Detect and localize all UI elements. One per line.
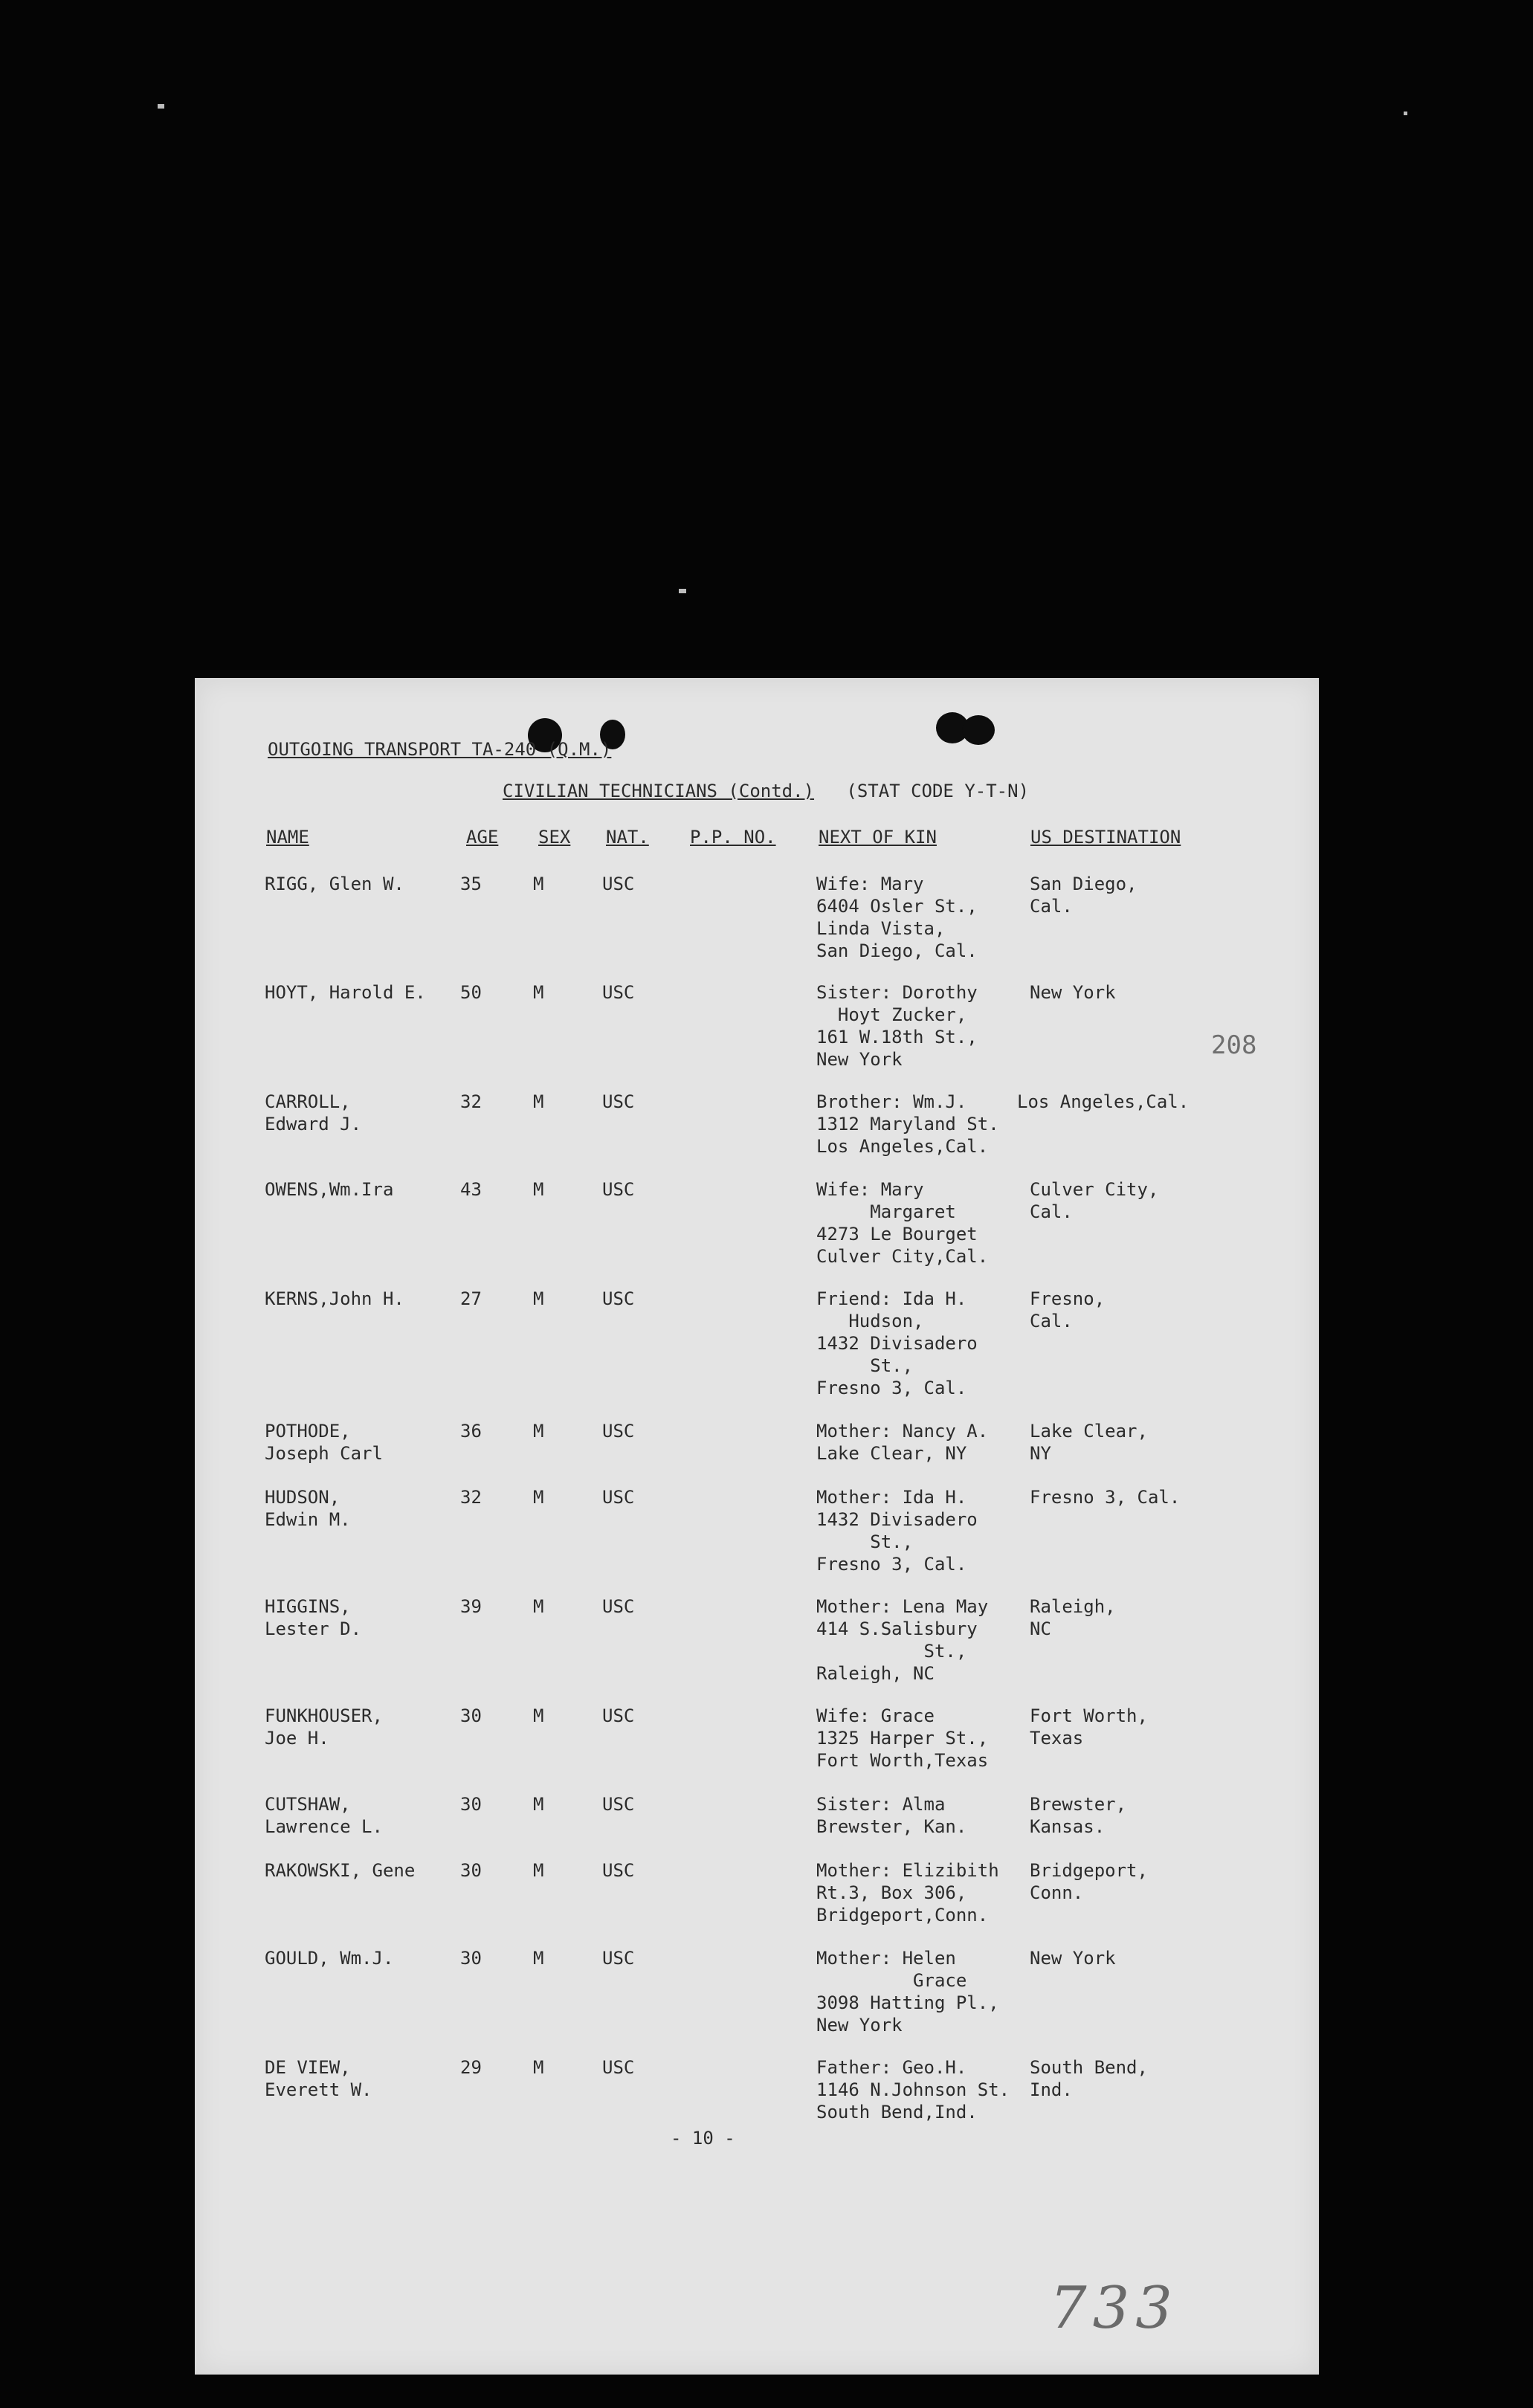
cell-us-destination: Raleigh, NC <box>1030 1596 1116 1639</box>
cell-nat: USC <box>602 874 635 894</box>
cell-nat: USC <box>602 1487 635 1508</box>
speck <box>1404 112 1407 115</box>
cell-name: GOULD, Wm.J. <box>265 1948 394 1969</box>
cell-next-of-kin: Mother: Nancy A. Lake Clear, NY <box>816 1421 989 1464</box>
column-header-pp-no: P.P. NO. <box>690 827 776 848</box>
column-header-age: AGE <box>466 827 499 848</box>
cell-sex: M <box>533 1487 544 1508</box>
stat-code: (STAT CODE Y-T-N) <box>846 781 1030 801</box>
cell-nat: USC <box>602 1596 635 1617</box>
cell-sex: M <box>533 1596 544 1617</box>
cell-age: 43 <box>460 1179 482 1200</box>
column-header-next-of-kin: NEXT OF KIN <box>819 827 937 848</box>
cell-age: 30 <box>460 1705 482 1726</box>
cell-us-destination: Los Angeles,Cal. <box>1017 1091 1190 1112</box>
cell-next-of-kin: Wife: Mary Margaret 4273 Le Bourget Culver City,Cal. <box>816 1179 989 1267</box>
column-header-name: NAME <box>266 827 309 848</box>
cell-sex: M <box>533 1179 544 1200</box>
cell-nat: USC <box>602 1705 635 1726</box>
cell-sex: M <box>533 1091 544 1112</box>
cell-sex: M <box>533 1705 544 1726</box>
transport-title: OUTGOING TRANSPORT TA-240 (Q.M.) <box>268 739 612 760</box>
document-page <box>195 678 1319 2375</box>
cell-next-of-kin: Wife: Mary 6404 Osler St., Linda Vista, San Diego, Cal. <box>816 874 978 961</box>
cell-sex: M <box>533 982 544 1003</box>
cell-us-destination: Fresno, Cal. <box>1030 1288 1106 1331</box>
page-number: - 10 - <box>671 2128 735 2149</box>
cell-nat: USC <box>602 1179 635 1200</box>
cell-name: HOYT, Harold E. <box>265 982 426 1003</box>
cell-sex: M <box>533 1288 544 1309</box>
section-title <box>503 781 1029 801</box>
cell-us-destination: New York <box>1030 982 1116 1003</box>
cell-age: 35 <box>460 874 482 894</box>
cell-name: KERNS,John H. <box>265 1288 404 1309</box>
cell-nat: USC <box>602 1948 635 1969</box>
cell-sex: M <box>533 1421 544 1442</box>
cell-sex: M <box>533 1948 544 1969</box>
cell-us-destination: Bridgeport, Conn. <box>1030 1860 1148 1903</box>
cell-us-destination: New York <box>1030 1948 1116 1969</box>
cell-age: 32 <box>460 1091 482 1112</box>
cell-next-of-kin: Friend: Ida H. Hudson, 1432 Divisadero St., Fresno 3, Cal. <box>816 1288 978 1398</box>
cell-next-of-kin: Sister: Dorothy Hoyt Zucker, 161 W.18th St., New York <box>816 982 978 1070</box>
ink-blot <box>962 715 995 745</box>
column-header-sex: SEX <box>538 827 571 848</box>
cell-nat: USC <box>602 982 635 1003</box>
cell-name: OWENS,Wm.Ira <box>265 1179 394 1200</box>
cell-next-of-kin: Brother: Wm.J. 1312 Maryland St. Los Angeles,Cal. <box>816 1091 999 1157</box>
cell-next-of-kin: Father: Geo.H. 1146 N.Johnson St. South Bend,Ind. <box>816 2057 1010 2123</box>
cell-next-of-kin: Wife: Grace 1325 Harper St., Fort Worth,Texas <box>816 1705 989 1771</box>
speck <box>158 104 164 109</box>
cell-us-destination: Culver City, Cal. <box>1030 1179 1159 1222</box>
cell-name: CARROLL, Edward J. <box>265 1091 362 1134</box>
cell-us-destination: San Diego, Cal. <box>1030 874 1137 917</box>
cell-age: 30 <box>460 1860 482 1881</box>
cell-sex: M <box>533 1860 544 1881</box>
cell-age: 30 <box>460 1948 482 1969</box>
cell-next-of-kin: Mother: Elizibith Rt.3, Box 306, Bridgeport,Conn. <box>816 1860 999 1926</box>
column-header-nat: NAT. <box>606 827 649 848</box>
cell-nat: USC <box>602 1288 635 1309</box>
cell-name: DE VIEW, Everett W. <box>265 2057 372 2100</box>
cell-age: 39 <box>460 1596 482 1617</box>
cell-name: HUDSON, Edwin M. <box>265 1487 351 1530</box>
cell-us-destination: Fort Worth, Texas <box>1030 1705 1148 1749</box>
cell-next-of-kin: Mother: Ida H. 1432 Divisadero St., Fresno 3, Cal. <box>816 1487 978 1575</box>
cell-name: RIGG, Glen W. <box>265 874 404 894</box>
cell-nat: USC <box>602 2057 635 2078</box>
section-title-text: CIVILIAN TECHNICIANS (Contd.) <box>503 781 815 801</box>
cell-nat: USC <box>602 1860 635 1881</box>
cell-sex: M <box>533 1794 544 1815</box>
cell-sex: M <box>533 874 544 894</box>
cell-us-destination: Fresno 3, Cal. <box>1030 1487 1181 1508</box>
cell-us-destination: Lake Clear, NY <box>1030 1421 1148 1464</box>
cell-name: FUNKHOUSER, Joe H. <box>265 1705 383 1749</box>
cell-age: 36 <box>460 1421 482 1442</box>
cell-sex: M <box>533 2057 544 2078</box>
cell-next-of-kin: Mother: Helen Grace 3098 Hatting Pl., New York <box>816 1948 999 2036</box>
cell-name: RAKOWSKI, Gene <box>265 1860 416 1881</box>
cell-nat: USC <box>602 1091 635 1112</box>
speck <box>679 589 686 593</box>
cell-next-of-kin: Sister: Alma Brewster, Kan. <box>816 1794 967 1837</box>
cell-age: 27 <box>460 1288 482 1309</box>
cell-age: 30 <box>460 1794 482 1815</box>
cell-name: CUTSHAW, Lawrence L. <box>265 1794 383 1837</box>
cell-age: 29 <box>460 2057 482 2078</box>
cell-age: 50 <box>460 982 482 1003</box>
cell-next-of-kin: Mother: Lena May 414 S.Salisbury St., Raleigh, NC <box>816 1596 989 1684</box>
column-header-us-destination: US DESTINATION <box>1030 827 1181 848</box>
cell-name: POTHODE, Joseph Carl <box>265 1421 383 1464</box>
handwritten-number: 733 <box>1050 2275 1178 2342</box>
cell-nat: USC <box>602 1794 635 1815</box>
cell-nat: USC <box>602 1421 635 1442</box>
cell-name: HIGGINS, Lester D. <box>265 1596 362 1639</box>
margin-stamp-number: 208 <box>1211 1030 1257 1060</box>
cell-us-destination: South Bend, Ind. <box>1030 2057 1148 2100</box>
cell-age: 32 <box>460 1487 482 1508</box>
cell-us-destination: Brewster, Kansas. <box>1030 1794 1127 1837</box>
